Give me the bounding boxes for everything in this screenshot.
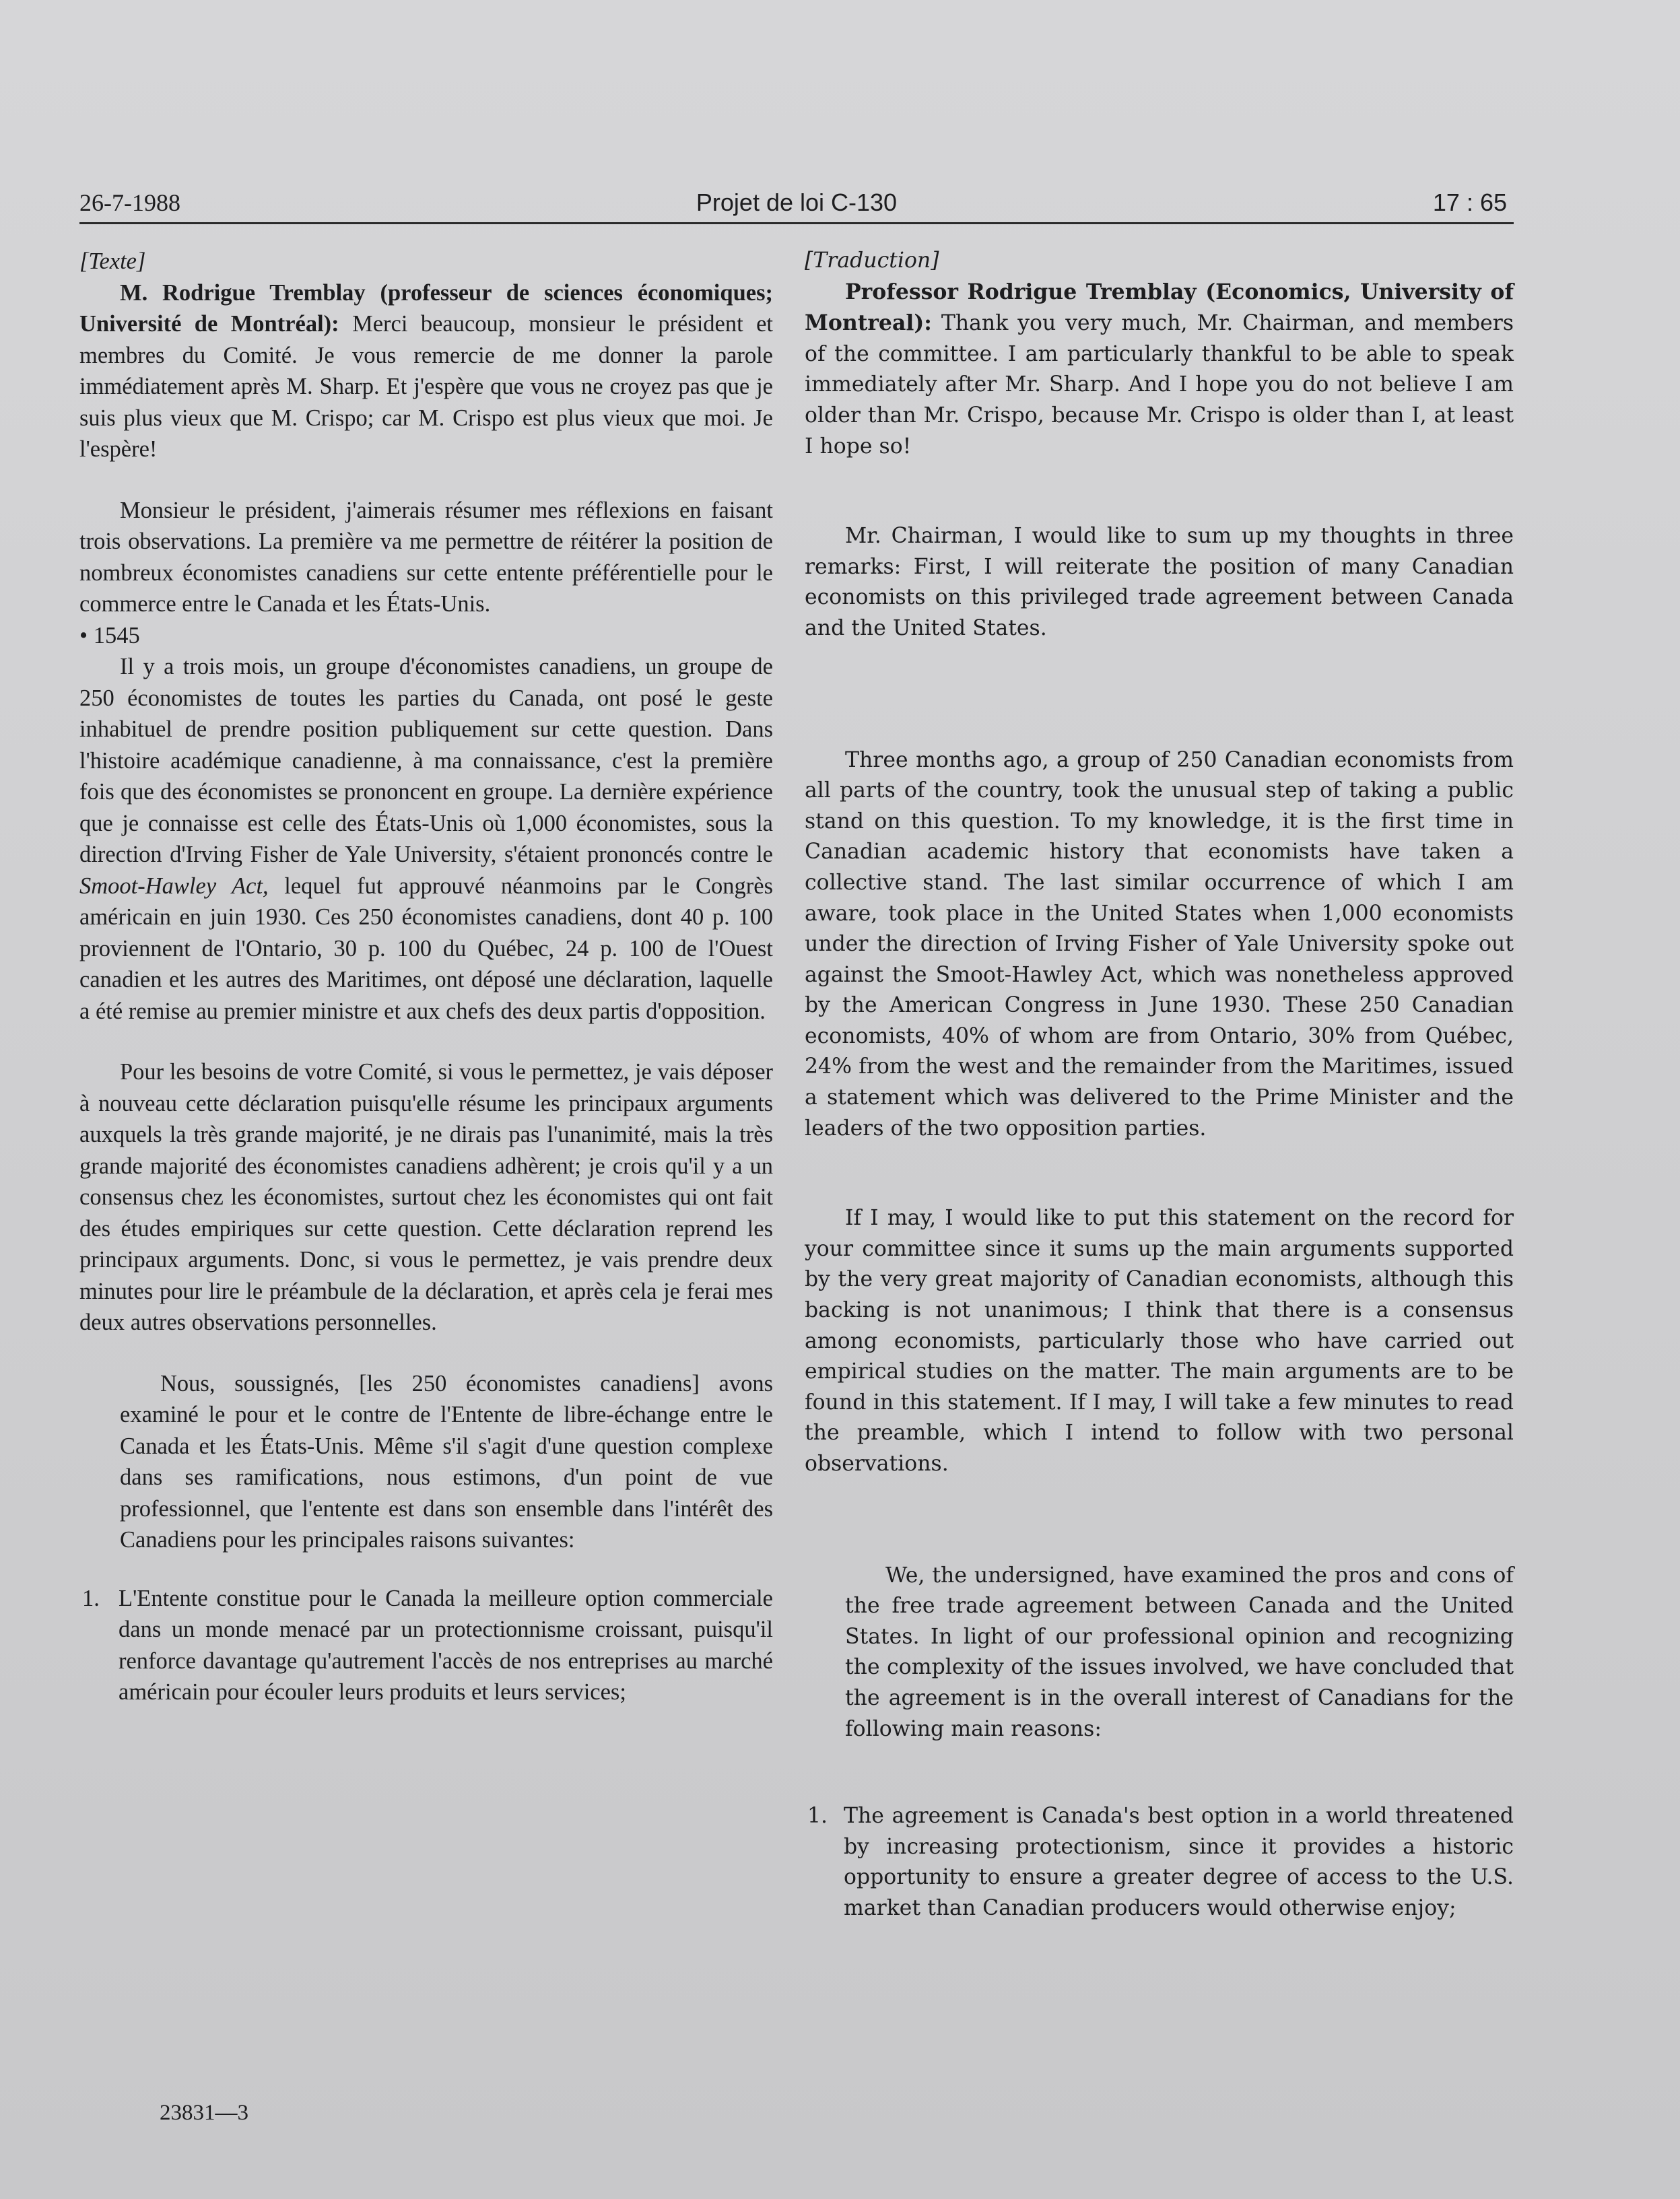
paragraph-text: Thank you very much, Mr. Chairman, and members of the committee. I am particularly thankful to be able to speak immediately after Mr. Sharp. And I hope you do not believe I am older than Mr. Crispo, because Mr. Crispo is older than I, at least I hope so! — [805, 311, 1514, 459]
text-tag: [Texte] — [79, 248, 146, 274]
french-column — [79, 246, 773, 1708]
header-page-number: 17 : 65 — [1432, 189, 1507, 216]
paragraph: Three months ago, a group of 250 Canadian economists from all parts of the country, took the unusual step of taking a public stand on this question. To my knowledge, it is the first time in Canadian academic history that economists have taken a collective stand. The last similar occurrence of which I am aware, took place in the United States when 1,000 economists under the direction of Irving Fisher of Yale University spoke out against the Smoot-Hawley Act, which was nonetheless approved by the American Congress in June 1930. These 250 Canadian economists, 40% of whom are from Ontario, 30% from Québec, 24% from the west and the remainder from the Maritimes, issued a statement which was delivered to the Prime Minister and the leaders of the two opposition parties. — [805, 747, 1514, 1141]
speaker-name: Professor Rodrigue Tremblay (Economics, University of Montreal): — [805, 279, 1514, 336]
header-date: 26-7-1988 — [79, 189, 180, 216]
paragraph — [805, 277, 1514, 463]
paragraph: Mr. Chairman, I would like to sum up my thoughts in three remarks: First, I will reiterate the position of many Canadian economists on this privileged trade agreement between Canada and the United States. — [805, 524, 1514, 640]
paragraph-text: Merci beaucoup, monsieur le président et membres du Comité. Je vous remercie de me donner la parole immédiatement après M. Sharp. Et j'espère que vous ne croyez pas que je suis plus vieux que M. Crispo; car M. Crispo est plus vieux que moi. Je l'espère! — [79, 311, 773, 462]
list-number: 1. — [807, 1804, 828, 1829]
paragraph-text: Il y a trois mois, un groupe d'économistes canadiens, un groupe de 250 économistes de toutes les parties du Canada, ont posé le geste inhabituel de prendre position publiquement sur cette question. Dans l'histoire académique canadienne, à ma connaissance, c'est la première fois que des économistes se prononcent en groupe. La dernière expérience que je connaisse est celle des États-Unis où 1,000 économistes, sous la direction d'Irving Fisher de Yale University, s'étaient prononcés contre le — [79, 654, 773, 867]
paragraph — [79, 651, 773, 1027]
list-item — [79, 1583, 773, 1708]
translation-tag: [Traduction] — [805, 248, 939, 273]
list-item-text: L'Entente constitue pour le Canada la meilleure option commerciale dans un monde menacé par un protectionnisme croissant, puisqu'il renforce davantage qu'autrement l'accès de nos entreprises au marché américain pour écouler leurs produits et leurs services; — [119, 1585, 773, 1705]
list-item — [805, 1801, 1514, 1924]
english-column — [805, 246, 1514, 1924]
paragraph-text: lequel fut approuvé néanmoins par le Congrès américain en juin 1930. Ces 250 économistes canadiens, dont 40 p. 100 proviennent de l'Ontario, 30 p. 100 du Québec, 24 p. 100 de l'Ouest canadien et les autres des Maritimes, ont déposé une déclaration, laquelle a été remise au premier ministre et aux chefs des deux partis d'opposition. — [79, 873, 773, 1024]
paragraph: If I may, I would like to put this statement on the record for your committee since it sums up the main arguments supported by the very great majority of Canadian economists, although this backing is not unanimous; I think that there is a consensus among economists, particularly those who have carried out empirical studies on the matter. The main arguments are to be found in this statement. If I may, I will take a few minutes to read the preamble, which I intend to follow with two personal observations. — [805, 1206, 1514, 1476]
running-header — [79, 182, 1514, 224]
list-item-text: The agreement is Canada's best option in a world threatened by increasing protectionism, since it provides a historic opportunity to ensure a greater degree of access to the U.S. market than Canadian producers would otherwise enjoy; — [844, 1804, 1514, 1920]
paragraph: Pour les besoins de votre Comité, si vous le permettez, je vais déposer à nouveau cette déclaration puisqu'elle résume les principaux arguments auxquels la très grande majorité, je ne dirais pas l'unanimité, mais la très grande majorité des économistes canadiens adhèrent; je crois qu'il y a un consensus chez les économistes, surtout chez les économistes qui ont fait des études empiriques sur cette question. Cette déclaration reprend les principaux arguments. Donc, si vous le permettez, je vais prendre deux minutes pour lire le préambule de la déclaration, et après cela je ferai mes deux autres observations personnelles. — [79, 1059, 773, 1335]
quoted-statement: Nous, soussignés, [les 250 économistes canadiens] avons examiné le pour et le contre de l'Entente de libre-échange entre le Canada et les États-Unis. Même s'il s'agit d'une question complexe dans ses ramifications, nous estimons, d'un point de vue professionnel, que l'entente est dans son ensemble dans l'intérêt des Canadiens pour les principales raisons suivantes: — [120, 1370, 773, 1553]
act-name: Smoot-Hawley Act, — [79, 873, 269, 899]
paragraph: Monsieur le président, j'aimerais résumer mes réflexions en faisant trois observations. La première va me permettre de réitérer la position de nombreux économistes canadiens sur cette entente préférentielle pour le commerce entre le Canada et les États-Unis. — [79, 497, 773, 617]
quoted-statement: We, the undersigned, have examined the pros and cons of the free trade agreement between Canada and the United States. In light of our professional opinion and recognizing the complexity of the issues involved, we have concluded that the agreement is in the overall interest of Canadians for the following main reasons: — [845, 1563, 1514, 1741]
list-number: 1. — [82, 1585, 100, 1611]
paragraph — [79, 277, 773, 465]
header-bill-title: Projet de loi C-130 — [696, 189, 898, 216]
speaker-name: M. Rodrigue Tremblay (professeur de sciences économiques; Université de Montréal): — [79, 279, 773, 337]
footer-code: 23831—3 — [160, 2101, 248, 2125]
timestamp: • 1545 — [79, 622, 140, 648]
